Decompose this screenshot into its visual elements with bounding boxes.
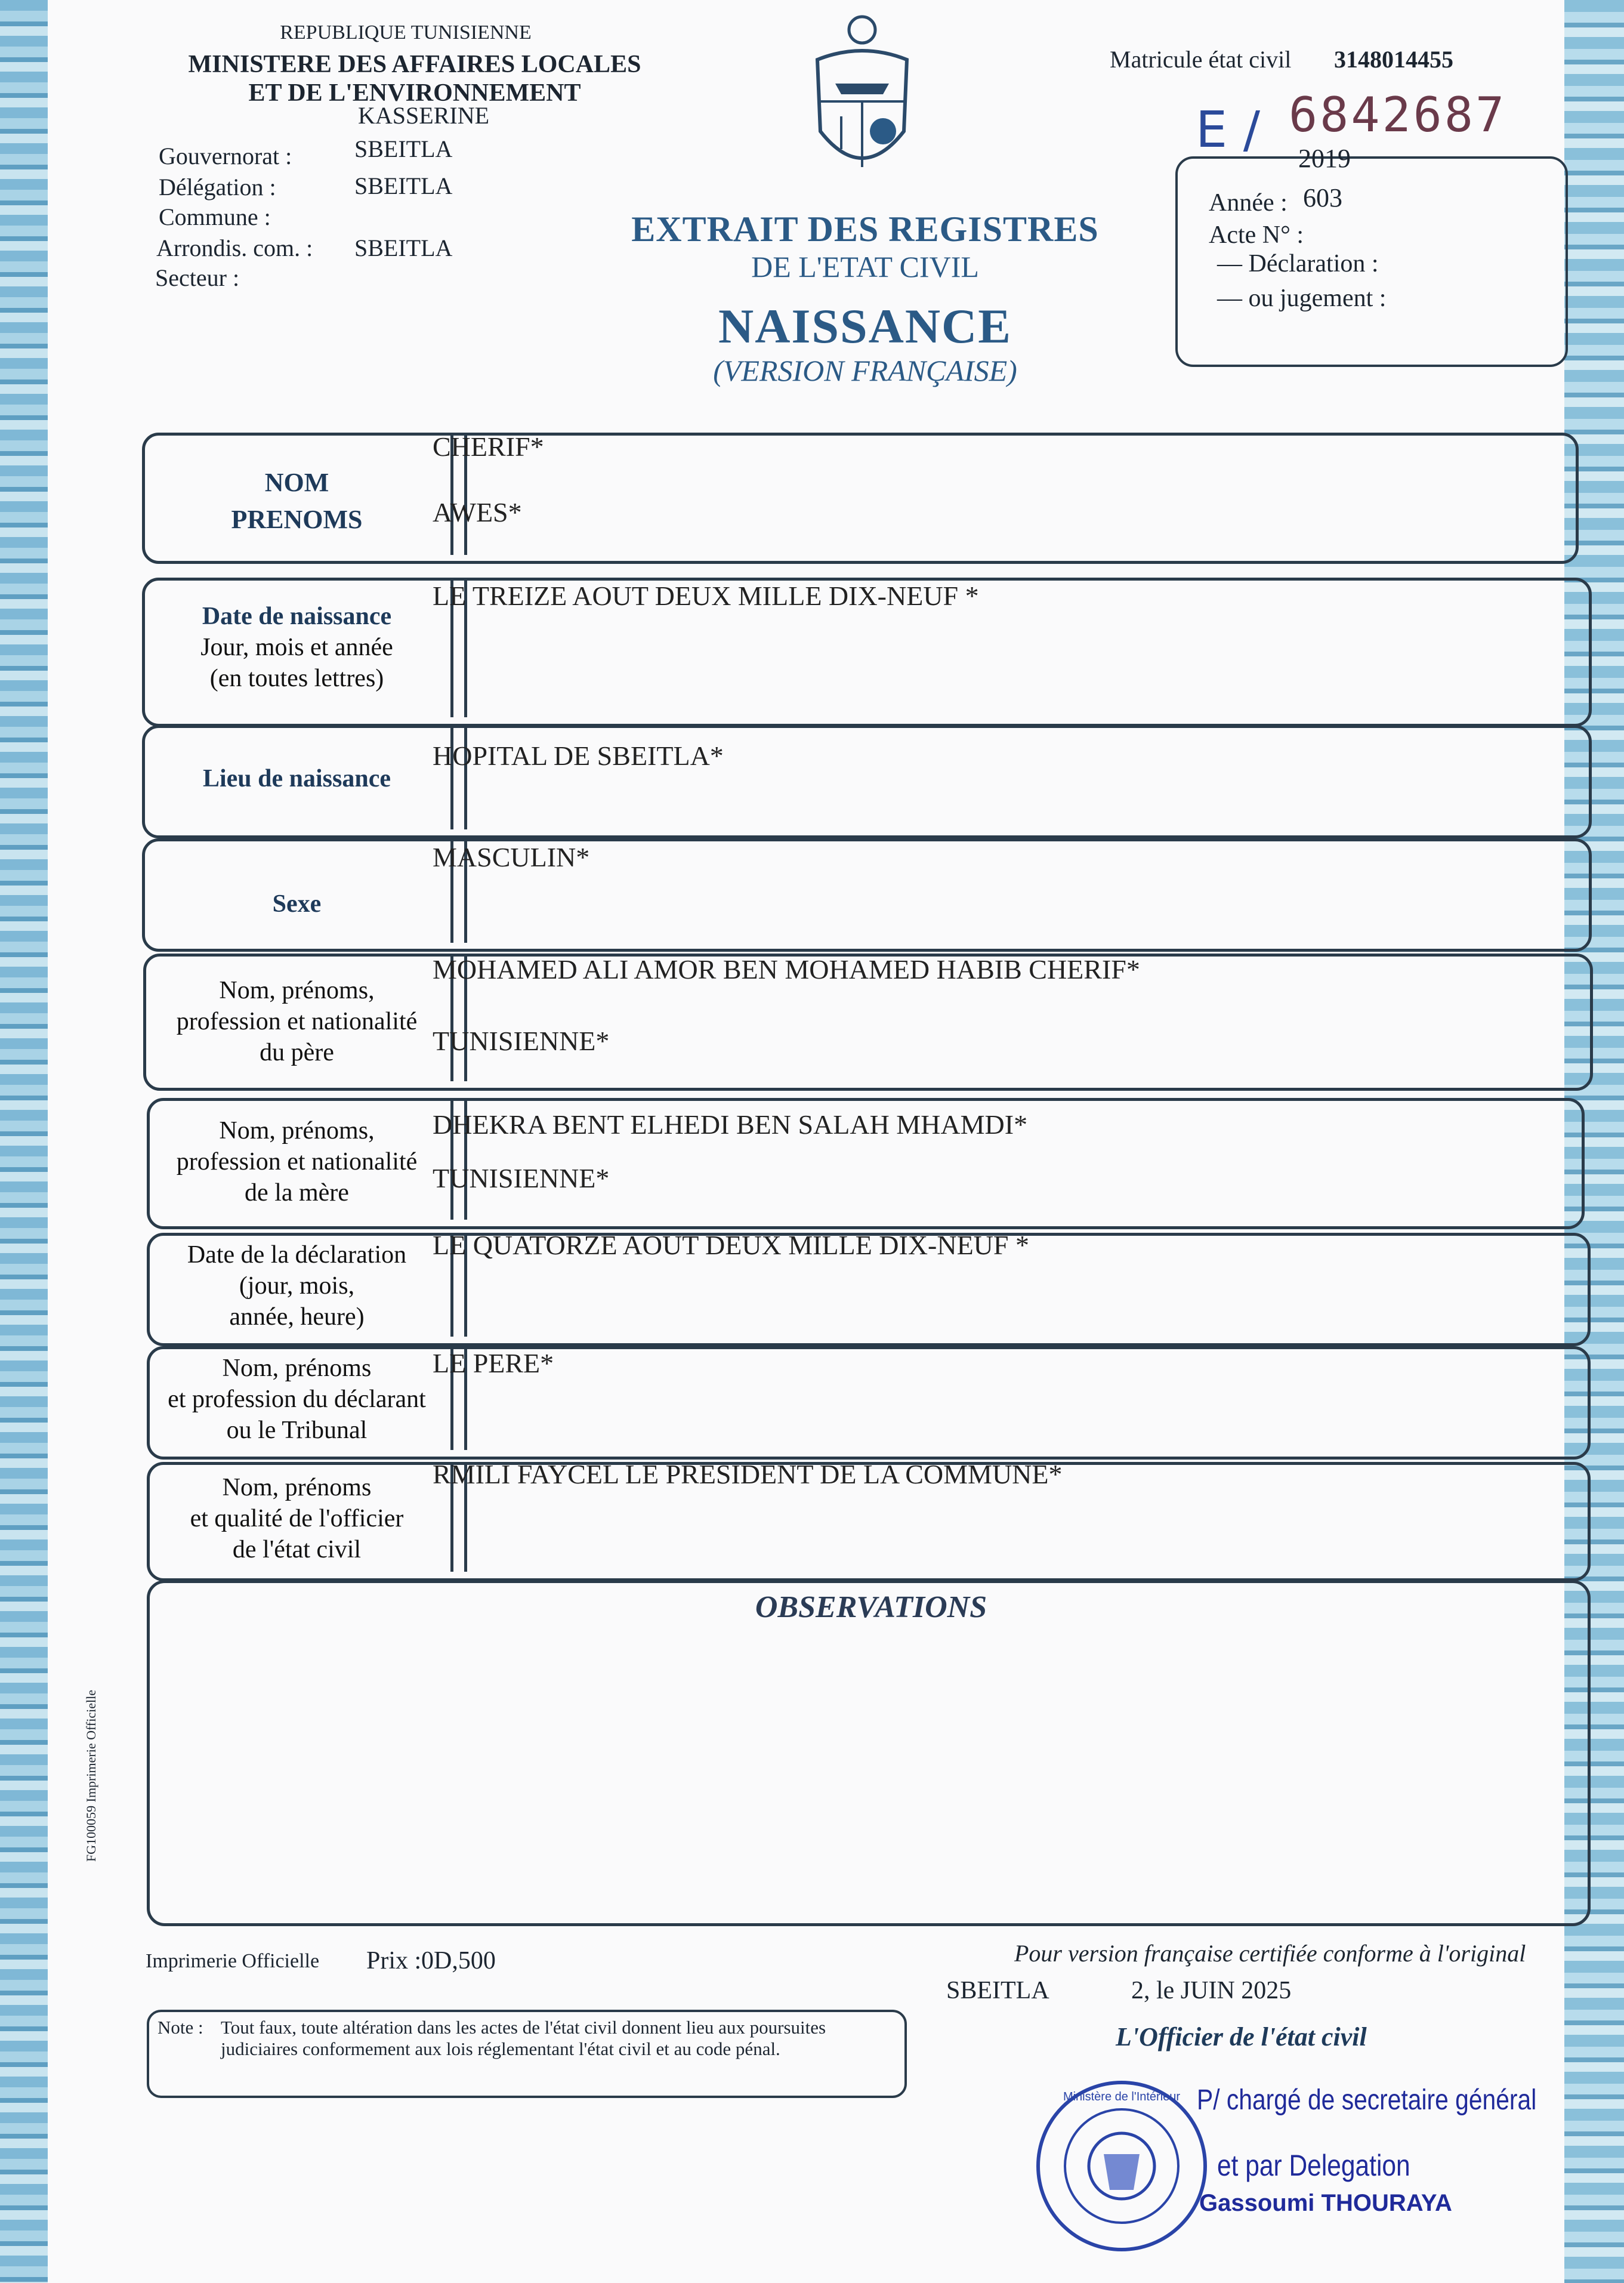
officier-label-2: et qualité de l'officier <box>190 1505 404 1532</box>
sexe-label-text: Sexe <box>272 890 322 918</box>
mere-label-1: Nom, prénoms, <box>219 1117 375 1144</box>
mere-label <box>143 1105 450 1218</box>
date-declaration-label <box>143 1235 450 1337</box>
date-naissance-value: LE TREIZE AOUT DEUX MILLE DIX-NEUF * <box>433 581 979 611</box>
secteur-label: Secteur : <box>155 264 240 291</box>
gouvernorat-value: SBEITLA <box>354 135 453 162</box>
nom-value: CHERIF* <box>433 431 544 462</box>
pere-label-1: Nom, prénoms, <box>219 977 375 1004</box>
prenoms-value: AWES* <box>433 497 522 527</box>
title-etat-civil: DE L'ETAT CIVIL <box>751 250 979 283</box>
place-text: SBEITLA <box>946 1977 1049 2004</box>
title-extrait: EXTRAIT DES REGISTRES <box>631 209 1099 249</box>
pere-name-value: MOHAMED ALI AMOR BEN MOHAMED HABIB CHERIF* <box>433 954 1140 985</box>
commune-label: Commune : <box>159 203 271 230</box>
officier-value: RMILI FAYCEL LE PRESIDENT DE LA COMMUNE* <box>433 1459 1063 1489</box>
date-declaration-label-3: année, heure) <box>229 1303 365 1331</box>
side-print-code: FG100059 Imprimerie Officielle <box>84 1690 98 1862</box>
certified-text: Pour version française certifiée conforme à l'original <box>1014 1940 1526 1967</box>
matricule-value: 3148014455 <box>1334 46 1453 73</box>
matricule-label: Matricule état civil <box>1110 46 1292 73</box>
pere-label <box>143 962 450 1081</box>
date-naissance-label-3: (en toutes lettres) <box>209 665 384 692</box>
annee-label: Année : <box>1209 189 1288 217</box>
region-name: KASSERINE <box>358 102 490 129</box>
pere-nationality-value: TUNISIENNE* <box>433 1026 610 1056</box>
note-text: Tout faux, toute altération dans les actes de l'état civil donnent lieu aux poursuites judiciaires conformement aux lois réglementant l'état civil et au code pénal. <box>221 2017 826 2059</box>
observations-title: OBSERVATIONS <box>755 1590 987 1624</box>
gouvernorat-label: Gouvernorat : <box>159 143 292 169</box>
signature-line2: et par Delegation <box>1217 2149 1410 2182</box>
arrondissement-value: SBEITLA <box>354 235 453 261</box>
prenoms-label: PRENOMS <box>231 505 363 534</box>
signatory-name: Gassoumi THOURAYA <box>1199 2190 1452 2216</box>
row-nom-label <box>143 453 450 549</box>
mere-name-value: DHEKRA BENT ELHEDI BEN SALAH MHAMDI* <box>433 1109 1028 1140</box>
pere-label-2: profession et nationalité <box>176 1008 418 1035</box>
pere-label-3: du père <box>260 1039 334 1066</box>
officer-title: L'Officier de l'état civil <box>1116 2022 1367 2051</box>
arrondissement-label: Arrondis. com. : <box>156 235 313 261</box>
lieu-naissance-label-text: Lieu de naissance <box>202 765 391 792</box>
ministry-line1: MINISTERE DES AFFAIRES LOCALES <box>188 51 641 78</box>
declarant-label <box>143 1349 450 1450</box>
lieu-naissance-label <box>143 728 450 829</box>
note-label: Note : <box>158 2017 203 2038</box>
officier-label <box>143 1468 450 1569</box>
declarant-label-1: Nom, prénoms <box>222 1355 372 1382</box>
title-naissance: NAISSANCE <box>718 299 1012 353</box>
declaration-label: — Déclaration : <box>1217 250 1379 277</box>
title-version: (VERSION FRANÇAISE) <box>713 354 1017 387</box>
year-value: 2019 <box>1298 144 1351 173</box>
official-stamp-icon <box>1032 2077 1211 2256</box>
declarant-label-3: ou le Tribunal <box>226 1417 368 1444</box>
mere-label-2: profession et nationalité <box>176 1148 418 1176</box>
date-text: 2, le JUIN 2025 <box>1131 1977 1292 2004</box>
row-date-naissance-label <box>143 588 450 707</box>
imprimerie-label: Imprimerie Officielle <box>146 1950 320 1972</box>
date-naissance-label-2: Jour, mois et année <box>200 634 393 661</box>
officier-label-3: de l'état civil <box>232 1536 362 1563</box>
serial-number: 6842687 <box>1289 87 1507 143</box>
lieu-naissance-value: HOPITAL DE SBEITLA* <box>433 741 724 771</box>
declarant-value: LE PERE* <box>433 1348 554 1378</box>
acte-number: 603 <box>1303 183 1342 212</box>
left-decorative-border <box>0 0 48 2283</box>
mere-nationality-value: TUNISIENNE* <box>433 1163 610 1193</box>
republic-heading: REPUBLIQUE TUNISIENNE <box>280 21 532 44</box>
signature-line1: P/ chargé de secretaire général <box>1197 2084 1537 2116</box>
sexe-label <box>143 859 450 949</box>
stamp-text: Ministère de l'Intérieur <box>1063 2090 1181 2103</box>
nom-label: NOM <box>264 468 329 497</box>
prix-value: 0D,500 <box>421 1947 496 1975</box>
delegation-label: Délégation : <box>159 174 276 200</box>
date-naissance-label-1: Date de naissance <box>202 603 392 630</box>
prix-label: Prix : <box>366 1947 422 1975</box>
officier-label-1: Nom, prénoms <box>222 1474 372 1501</box>
jugement-label: — ou jugement : <box>1217 285 1387 312</box>
date-declaration-value: LE QUATORZE AOUT DEUX MILLE DIX-NEUF * <box>433 1230 1029 1260</box>
date-declaration-label-1: Date de la déclaration <box>187 1241 407 1269</box>
acte-label: Acte N° : <box>1209 221 1304 249</box>
observations-box <box>147 1580 1591 1926</box>
delegation-value: SBEITLA <box>354 172 453 199</box>
sexe-value: MASCULIN* <box>433 842 590 872</box>
tunisia-coat-of-arms-icon <box>794 12 931 191</box>
date-declaration-label-2: (jour, mois, <box>239 1272 355 1300</box>
mere-label-3: de la mère <box>245 1179 349 1207</box>
declarant-label-2: et profession du déclarant <box>168 1386 426 1413</box>
serial-prefix: E / <box>1196 100 1261 159</box>
ministry-line2: ET DE L'ENVIRONNEMENT <box>248 79 581 107</box>
